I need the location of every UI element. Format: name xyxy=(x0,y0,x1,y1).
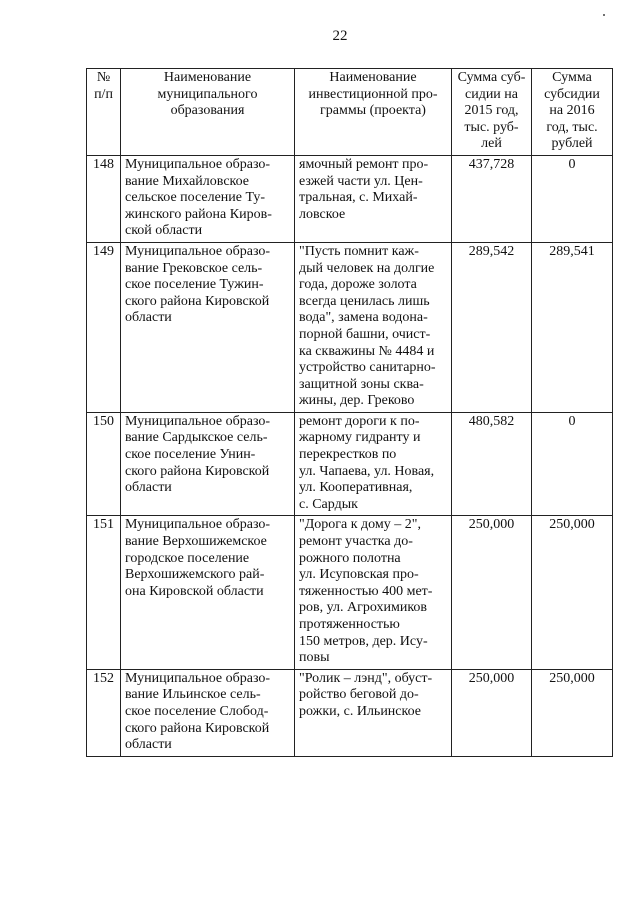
program-cell: ремонт дороги к по- жарному гидранту и перекрестков по ул. Чапаева, ул. Новая, ул. Кооперативная, с. Сардык xyxy=(295,412,452,516)
sum-2015-cell: 250,000 xyxy=(452,516,532,669)
table-row xyxy=(87,155,613,242)
row-number: 152 xyxy=(87,669,121,756)
program-cell: "Ролик – лэнд", обуст- ройство беговой до- рожки, с. Ильинское xyxy=(295,669,452,756)
program-cell: "Дорога к дому – 2", ремонт участка до- рожного полотна ул. Исуповская про- тяженностью 400 мет- ров, ул. Агрохимиков протяженностью 150 метров, дер. Ису- повы xyxy=(295,516,452,669)
row-number: 150 xyxy=(87,412,121,516)
sum-2016-cell: 250,000 xyxy=(532,669,613,756)
municipality-cell: Муниципальное образо- вание Сардыкское сель- ское поселение Унин- ского района Кировской области xyxy=(121,412,295,516)
header-sum-2015: Сумма суб- сидии на 2015 год, тыс. руб- лей xyxy=(452,69,532,156)
row-number: 149 xyxy=(87,242,121,412)
sum-2015-cell: 437,728 xyxy=(452,155,532,242)
header-program: Наименование инвестиционной про- граммы (проекта) xyxy=(295,69,452,156)
header-number: № п/п xyxy=(87,69,121,156)
municipality-cell: Муниципальное образо- вание Ильинское сель- ское поселение Слобод- ского района Кировской области xyxy=(121,669,295,756)
program-cell: ямочный ремонт про- езжей части ул. Цен- тральная, с. Михай- ловское xyxy=(295,155,452,242)
sum-2016-cell: 0 xyxy=(532,412,613,516)
municipality-cell: Муниципальное образо- вание Верхошижемское городское поселение Верхошижемского рай- она Кировской области xyxy=(121,516,295,669)
table-row xyxy=(87,412,613,516)
header-sum-2016: Сумма субсидии на 2016 год, тыс. рублей xyxy=(532,69,613,156)
sum-2015-cell: 250,000 xyxy=(452,669,532,756)
table-header-row xyxy=(87,69,613,156)
page-number: 22 xyxy=(332,28,348,44)
table-row xyxy=(87,669,613,756)
program-cell: "Пусть помнит каж- дый человек на долгие года, дороже золота всегда ценилась лишь вода", замена водона- порной башни, очист- ка скважины № 4484 и устройство санитарно- защитной зоны сква- жины, дер. Греково xyxy=(295,242,452,412)
scan-speck xyxy=(603,14,605,16)
header-municipality: Наименование муниципального образования xyxy=(121,69,295,156)
municipality-cell: Муниципальное образо- вание Грековское сель- ское поселение Тужин- ского района Кировской области xyxy=(121,242,295,412)
municipality-cell: Муниципальное образо- вание Михайловское сельское поселение Ту- жинского района Киров- ской области xyxy=(121,155,295,242)
sum-2016-cell: 289,541 xyxy=(532,242,613,412)
sum-2015-cell: 480,582 xyxy=(452,412,532,516)
table-row xyxy=(87,242,613,412)
sum-2015-cell: 289,542 xyxy=(452,242,532,412)
sum-2016-cell: 250,000 xyxy=(532,516,613,669)
table-row xyxy=(87,516,613,669)
row-number: 151 xyxy=(87,516,121,669)
sum-2016-cell: 0 xyxy=(532,155,613,242)
subsidy-table xyxy=(86,68,613,757)
row-number: 148 xyxy=(87,155,121,242)
